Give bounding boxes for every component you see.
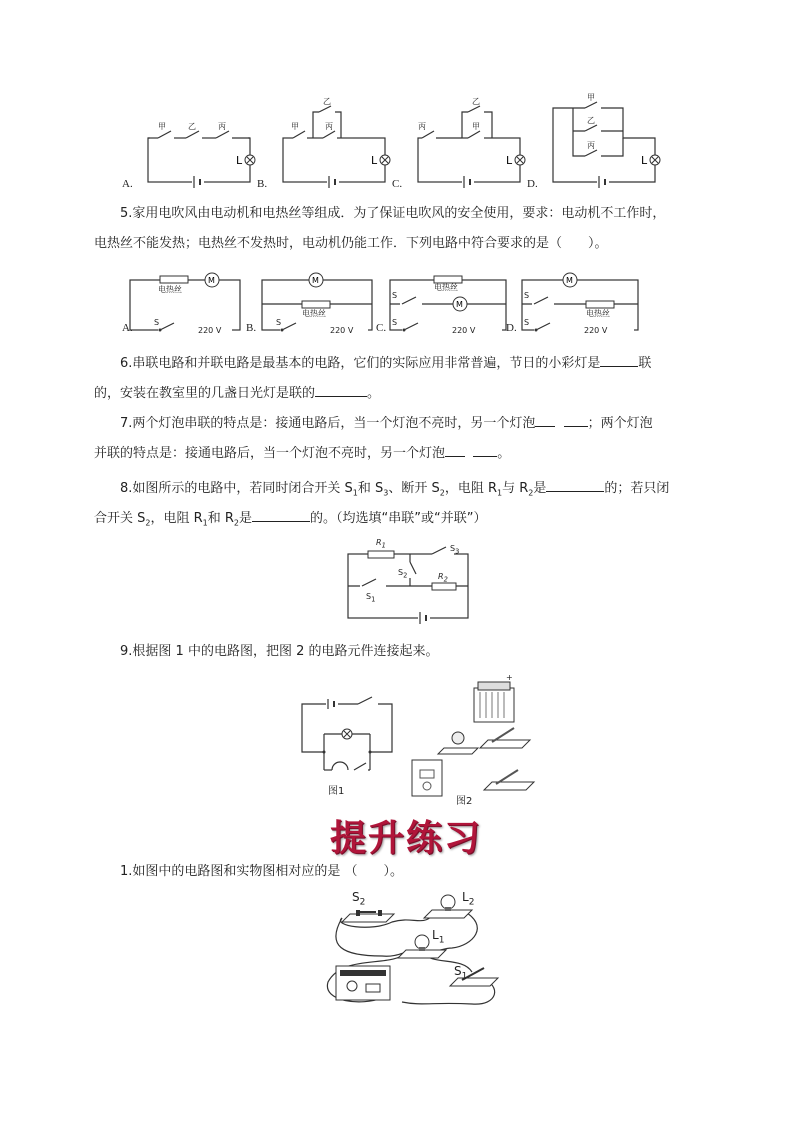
q8-sub: 1 [497,488,503,498]
q8-figure [340,540,480,630]
q8-label-s2 [398,568,407,580]
q7-text-c: 并联的特点是：接通电路后，当一个灯泡不亮时，另一个灯泡 [94,446,446,461]
q4-option-d: D. [527,178,538,190]
svg-text:甲: 甲 [587,93,595,102]
q8-blank-2[interactable] [252,507,310,522]
q8-sub: 2 [528,488,534,498]
p1-sub: 2 [359,897,366,908]
q9-bell [412,760,442,796]
q8-t1: 8.如图所示的电路中，若同时闭合开关 S [120,481,353,496]
svg-text:甲: 甲 [472,122,480,131]
q9-text: 9.根据图 1 中的电路图，把图 2 的电路元件连接起来。 [120,644,439,659]
q8-t4: ，电阻 R [444,481,498,496]
q6-text-a: 6.串联电路和并联电路是最基本的电路，它们的实际应用非常普遍，节日的小彩灯是 [120,356,601,371]
q9-switch-1 [480,728,530,748]
svg-text:L: L [506,154,513,167]
q8-t9: ，电阻 R [150,511,203,526]
q8-sub: 1 [352,488,358,498]
q7-text-b: ；两个灯泡 [587,416,653,431]
svg-text:乙: 乙 [323,97,331,106]
svg-text:电热丝: 电热丝 [158,285,182,294]
q5-option-a: A. [122,322,133,334]
q7-blank-4[interactable] [473,442,497,457]
svg-text:L: L [371,154,378,167]
svg-text:甲: 甲 [158,122,166,131]
svg-text:S: S [392,318,398,327]
svg-text:丙: 丙 [218,122,226,131]
svg-text:电热丝: 电热丝 [586,309,610,318]
svg-text:乙: 乙 [472,97,480,106]
p1-s: S [352,890,360,904]
p1-figure [322,886,508,1012]
q4-option-c: C. [392,178,403,190]
q8-t5: 与 R [502,481,529,496]
q8-sub: 2 [439,488,445,498]
q8-label-s3 [450,544,459,556]
q8-t2: 和 S [357,481,384,496]
q8-fig-s: S [366,592,372,601]
q6-line2 [94,382,380,404]
svg-text:丙: 丙 [587,141,595,150]
svg-text:S: S [524,291,530,300]
q8-label-r2 [438,572,448,584]
q9-battery [474,673,514,722]
svg-text:乙: 乙 [188,122,196,131]
q4-option-b: B. [257,178,268,190]
q8-fig-s: S [450,544,456,553]
q8-label-r1 [376,538,386,550]
q7-line2 [94,442,510,464]
svg-text:S: S [154,318,160,327]
q7-text-d: 。 [497,446,511,461]
q4-circuit-b [283,97,390,188]
q4-circuit-c [418,97,525,188]
section-heading: 提升练习 [330,817,483,859]
q8-sub: 3 [383,488,389,498]
q9-bulb [438,732,478,754]
q8-fig-sub: 2 [443,575,448,584]
q7-blank-3[interactable] [445,442,465,457]
p1-physical-circuit [322,886,508,1012]
p1-text: 1.如图中的电路图和实物图相对应的是 （ ）。 [120,864,404,879]
q7-blank-1[interactable] [535,412,555,427]
q9-fig2-label: 图2 [456,796,473,807]
q4-circuits [118,93,678,196]
svg-text:甲: 甲 [291,122,299,131]
q5-option-b: B. [246,322,257,334]
q8-line2 [94,507,486,534]
svg-text:L: L [641,154,648,167]
q9-fig1-label: 图1 [328,786,345,797]
q5-option-c: C. [376,322,387,334]
q6-text-d: 。 [367,386,381,401]
svg-text:220 V: 220 V [452,326,476,335]
q6-text-c: 的，安装在教室里的几盏日光灯是联的 [94,386,316,401]
q5-circuit-d [522,273,638,335]
q9-switch-2 [484,770,534,790]
p1-l: L [432,928,439,942]
q8-blank-1[interactable] [546,477,604,492]
q8-fig-r: R [376,538,382,547]
p1-power-supply [336,966,390,1000]
q8-sub: 2 [145,518,151,528]
svg-text:S: S [392,291,398,300]
q4-circuit-d [553,93,660,188]
q8-t7: 的；若只闭 [604,481,670,496]
p1-sub: 2 [468,897,475,908]
q5-circuit-c [390,276,506,335]
p1-label-s2 [352,890,365,907]
q9-figures [292,673,552,807]
p1-switch-s2 [342,910,394,922]
q6-blank-1[interactable] [600,352,638,367]
svg-text:S: S [524,318,530,327]
svg-text:丙: 丙 [325,122,333,131]
svg-text:电热丝: 电热丝 [302,309,326,318]
q7-line1 [120,412,653,434]
q8-t8: 合开关 S [94,511,146,526]
q6-text-b: 联 [638,356,652,371]
q8-sub: 2 [233,518,240,528]
q8-t10: 和 R [207,511,234,526]
q8-fig-sub: 1 [371,595,376,604]
svg-text:220 V: 220 V [198,326,222,335]
p1-label-l1 [432,928,444,945]
q6-blank-2[interactable] [315,382,367,397]
q8-t3: 、断开 S [388,481,440,496]
p1-sub: 1 [461,971,468,982]
q8-t6: 是 [533,481,547,496]
svg-text:220 V: 220 V [330,326,354,335]
svg-text:+: + [506,673,513,682]
q5-circuits [118,268,638,338]
q5-option-d: D. [506,322,517,334]
p1-s: S [454,964,462,978]
q7-blank-2[interactable] [564,412,588,427]
q8-t11: 是 [239,511,253,526]
p1-label-l2 [462,890,474,907]
svg-text:S: S [276,318,282,327]
q8-fig-sub: 2 [403,571,408,580]
q8-line1 [120,477,669,504]
q5-text-line2: 电热丝不能发热；电热丝不发热时，电动机仍能工作．下列电路中符合要求的是（ ）。 [94,236,608,251]
p1-sub: 1 [438,935,445,946]
q5-circuit-b [262,273,372,335]
p1-l: L [462,890,469,904]
q4-option-a: A. [122,178,133,190]
q5-text-line1: 5.家用电吹风由电动机和电热丝等组成．为了保证电吹风的安全使用，要求：电动机不工作时， [120,206,666,221]
q8-fig-s: S [398,568,404,577]
q8-t12: 的。（均选填“串联”或“并联”） [310,511,487,526]
q8-label-s1 [366,592,375,604]
q8-fig-sub: 3 [455,547,460,556]
q5-circuit-a [130,273,240,335]
q8-fig-r: R [438,572,444,581]
q6-line1 [120,352,651,374]
svg-text:M: M [456,300,463,309]
svg-text:丙: 丙 [418,122,426,131]
svg-text:220 V: 220 V [584,326,608,335]
q8-fig-sub: 1 [381,541,386,550]
svg-text:M: M [312,276,319,285]
svg-text:M: M [208,276,215,285]
q4-circuit-a [148,122,255,188]
svg-text:L: L [236,154,243,167]
q8-sub: 1 [202,518,208,528]
q7-text-a: 7.两个灯泡串联的特点是：接通电路后，当一个灯泡不亮时，另一个灯泡 [120,416,536,431]
p1-label-s1 [454,964,467,981]
svg-text:M: M [566,276,573,285]
svg-text:电热丝: 电热丝 [434,283,458,292]
svg-text:乙: 乙 [587,116,595,125]
